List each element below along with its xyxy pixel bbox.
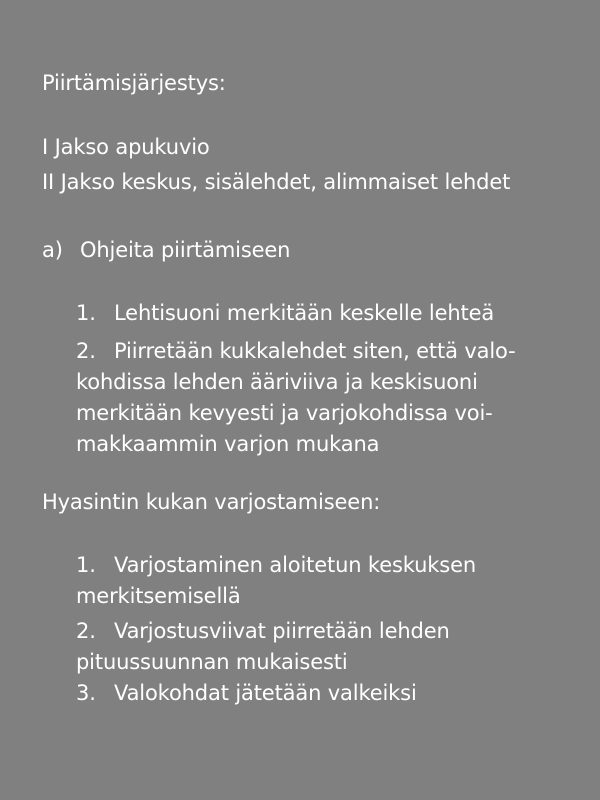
- list-item-text: Valokohdat jätetään valkeiksi: [114, 681, 417, 705]
- list-item-number: 1.: [76, 301, 96, 325]
- section-a-title: Ohjeita piirtämiseen: [80, 238, 291, 262]
- section-b-list-item-3: [76, 678, 566, 709]
- section-a-list: [76, 298, 566, 329]
- period-1: I Jakso apukuvio: [42, 135, 210, 159]
- section-b-list-item-2: [76, 616, 566, 678]
- list-item-text: Lehtisuoni merkitään keskelle lehteä: [114, 301, 495, 325]
- drawing-order-heading: Piirtämisjärjestys:: [42, 71, 226, 95]
- section-a-marker: a): [42, 238, 63, 262]
- list-item-number: 3.: [76, 681, 96, 705]
- section-b-list-item-1: [76, 550, 566, 612]
- list-item: [76, 298, 566, 329]
- list-item-number: 2.: [76, 339, 96, 363]
- list-item-text: Piirretään kukkalehdet siten, että valo- kohdissa lehden ääriviiva ja keskisuoni merkitään kevyesti ja varjokohdissa voi- makkaammin varjon mukana: [76, 339, 516, 456]
- list-item: [76, 336, 566, 460]
- section-a-list-item-2: [76, 336, 566, 460]
- list-item-number: 1.: [76, 553, 96, 577]
- list-item: [76, 616, 566, 678]
- section-b-heading: Hyasintin kukan varjostamiseen:: [42, 490, 381, 514]
- section-a-heading: [42, 235, 290, 266]
- list-item-number: 2.: [76, 619, 96, 643]
- list-item: [76, 678, 566, 709]
- list-item-text: Varjostaminen aloitetun keskuksen merkitsemisellä: [76, 553, 477, 608]
- period-2: II Jakso keskus, sisälehdet, alimmaiset lehdet: [42, 170, 511, 194]
- list-item: [76, 550, 566, 612]
- list-item-text: Varjostusviivat piirretään lehden pituussuunnan mukaisesti: [76, 619, 450, 674]
